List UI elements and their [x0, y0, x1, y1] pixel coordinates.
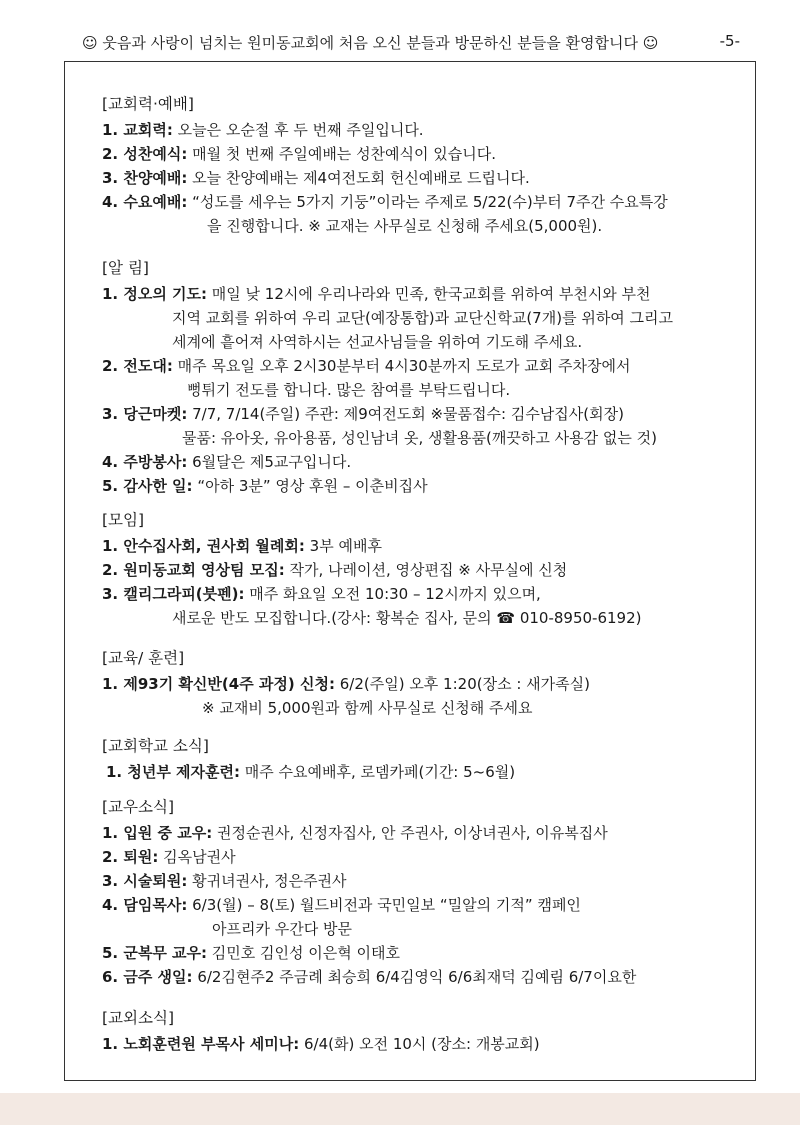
item-text: 매주 화요일 오전 10:30 – 12시까지 있으며,	[244, 585, 541, 603]
item-label: 담임목사:	[123, 896, 188, 914]
item-label: 노회훈련원 부목사 세미나:	[123, 1035, 300, 1053]
item-label: 정오의 기도:	[123, 285, 208, 303]
item-text: 6/2김현주2 주금례 최승희 6/4김영익 6/6최재덕 김예림 6/7이요한	[192, 968, 637, 986]
item-continuation: 물품: 유아옷, 유아용품, 성인남녀 옷, 생활용품(깨끗하고 사용감 없는 것)	[182, 429, 657, 447]
page-number: -5-	[719, 32, 740, 50]
section-title: [교회학교 소식]	[102, 737, 209, 755]
section-title: [교외소식]	[102, 1009, 174, 1027]
list-item	[102, 282, 673, 306]
item-number: 2.	[102, 145, 124, 163]
item-number: 4.	[102, 896, 124, 914]
item-continuation: 아프리카 우간다 방문	[212, 920, 352, 938]
list-item	[102, 534, 641, 558]
list-item	[102, 893, 636, 917]
item-number: 1.	[106, 763, 128, 781]
item-number: 5.	[102, 944, 124, 962]
item-number: 2.	[102, 357, 124, 375]
section-title: [교육/ 훈련]	[102, 649, 185, 667]
item-number: 4.	[102, 453, 124, 471]
item-number: 2.	[102, 561, 124, 579]
list-item	[102, 760, 515, 784]
section-1	[102, 92, 668, 238]
item-text: 김옥남권사	[158, 848, 236, 866]
list-item	[102, 558, 641, 582]
list-item	[102, 845, 636, 869]
section-4	[102, 646, 590, 720]
item-label: 입원 중 교우:	[123, 824, 213, 842]
item-label: 감사한 일:	[123, 477, 193, 495]
page-header	[70, 32, 740, 54]
item-label: 청년부 제자훈련:	[127, 763, 241, 781]
item-text: 매월 첫 번째 주일예배는 성찬예식이 있습니다.	[187, 145, 497, 163]
item-text: 매주 수요예배후, 로뎀카페(기간: 5~6월)	[240, 763, 516, 781]
item-text: 6/2(주일) 오후 1:20(장소 : 새가족실)	[334, 675, 590, 693]
item-text: “성도를 세우는 5가지 기둥”이라는 주제로 5/22(수)부터 7주간 수요특강	[187, 193, 668, 211]
list-item	[102, 166, 668, 190]
item-number: 3.	[102, 872, 124, 890]
list-item	[102, 402, 673, 426]
section-title: [교회력·예배]	[102, 95, 194, 113]
list-item	[102, 118, 668, 142]
item-text: 오늘은 오순절 후 두 번째 주일입니다.	[172, 121, 424, 139]
list-item	[102, 1032, 540, 1056]
item-label: 당근마켓:	[123, 405, 188, 423]
item-continuation: 새로운 반도 모집합니다.(강사: 황복순 집사, 문의 ☎ 010-8950-6192)	[172, 609, 642, 627]
section-6	[102, 795, 636, 989]
list-item	[102, 965, 636, 989]
bottom-band	[0, 1093, 800, 1125]
item-number: 1.	[102, 1035, 124, 1053]
section-title: [모임]	[102, 511, 145, 529]
section-5	[102, 734, 515, 784]
item-label: 교회력:	[123, 121, 173, 139]
list-item	[102, 190, 668, 214]
list-item	[102, 869, 636, 893]
item-label: 시술퇴원:	[123, 872, 188, 890]
item-number: 4.	[102, 193, 124, 211]
section-2	[102, 256, 673, 498]
item-text: 작가, 나레이션, 영상편집 ※ 사무실에 신청	[284, 561, 568, 579]
item-label: 군복무 교우:	[123, 944, 208, 962]
item-text: 매일 낮 12시에 우리나라와 민족, 한국교회를 위하여 부천시와 부천	[207, 285, 651, 303]
list-item	[102, 582, 641, 606]
list-item	[102, 474, 673, 498]
item-label: 금주 생일:	[123, 968, 193, 986]
item-label: 찬양예배:	[123, 169, 188, 187]
item-number: 3.	[102, 169, 124, 187]
item-continuation: 뻥튀기 전도를 합니다. 많은 참여를 부탁드립니다.	[187, 381, 511, 399]
section-7	[102, 1006, 540, 1056]
item-text: 3부 예배후	[304, 537, 382, 555]
item-text: 권정순권사, 신정자집사, 안 주권사, 이상녀권사, 이유복집사	[212, 824, 608, 842]
item-continuation: 을 진행합니다. ※ 교재는 사무실로 신청해 주세요(5,000원).	[207, 217, 603, 235]
item-text: “아하 3분” 영상 후원 – 이춘비집사	[192, 477, 428, 495]
item-number: 1.	[102, 121, 124, 139]
item-text: 김민호 김인성 이은혁 이태호	[207, 944, 400, 962]
item-number: 1.	[102, 285, 124, 303]
item-text: 오늘 찬양예배는 제4여전도회 헌신예배로 드립니다.	[187, 169, 530, 187]
item-label: 전도대:	[123, 357, 173, 375]
item-text: 6월달은 제5교구입니다.	[187, 453, 352, 471]
item-text: 6/3(월) – 8(토) 월드비전과 국민일보 “밀알의 기적” 캠페인	[187, 896, 581, 914]
item-label: 캘리그라피(붓펜):	[123, 585, 245, 603]
list-item	[102, 821, 636, 845]
item-number: 3.	[102, 405, 124, 423]
item-number: 1.	[102, 824, 124, 842]
item-number: 1.	[102, 675, 124, 693]
welcome-message: ☺ 웃음과 사랑이 넘치는 원미동교회에 처음 오신 분들과 방문하신 분들을 환영합니다 ☺	[82, 34, 659, 52]
item-text: 황귀녀권사, 정은주권사	[187, 872, 347, 890]
list-item	[102, 142, 668, 166]
list-item	[102, 450, 673, 474]
item-label: 주방봉사:	[123, 453, 188, 471]
section-3	[102, 508, 641, 630]
section-title: [교우소식]	[102, 798, 174, 816]
list-item	[102, 672, 590, 696]
item-label: 수요예배:	[123, 193, 188, 211]
list-item	[102, 354, 673, 378]
item-text: 매주 목요일 오후 2시30분부터 4시30분까지 도로가 교회 주차장에서	[172, 357, 631, 375]
item-continuation: 지역 교회를 위하여 우리 교단(예장통합)과 교단신학교(7개)를 위하여 그리고	[172, 309, 674, 327]
item-number: 1.	[102, 537, 124, 555]
item-label: 성찬예식:	[123, 145, 188, 163]
section-title: [알 림]	[102, 259, 149, 277]
list-item	[102, 941, 636, 965]
item-number: 6.	[102, 968, 124, 986]
item-label: 퇴원:	[123, 848, 159, 866]
item-number: 3.	[102, 585, 124, 603]
item-label: 안수집사회, 권사회 월례회:	[123, 537, 305, 555]
item-continuation: ※ 교재비 5,000원과 함께 사무실로 신청해 주세요	[202, 699, 533, 717]
item-label: 원미동교회 영상팀 모집:	[123, 561, 285, 579]
item-label: 제93기 확신반(4주 과정) 신청:	[123, 675, 335, 693]
item-continuation: 세계에 흩어져 사역하시는 선교사님들을 위하여 기도해 주세요.	[172, 333, 583, 351]
item-text: 7/7, 7/14(주일) 주관: 제9여전도회 ※물품접수: 김수남집사(회장)	[187, 405, 624, 423]
item-text: 6/4(화) 오전 10시 (장소: 개봉교회)	[299, 1035, 540, 1053]
item-number: 5.	[102, 477, 124, 495]
item-number: 2.	[102, 848, 124, 866]
